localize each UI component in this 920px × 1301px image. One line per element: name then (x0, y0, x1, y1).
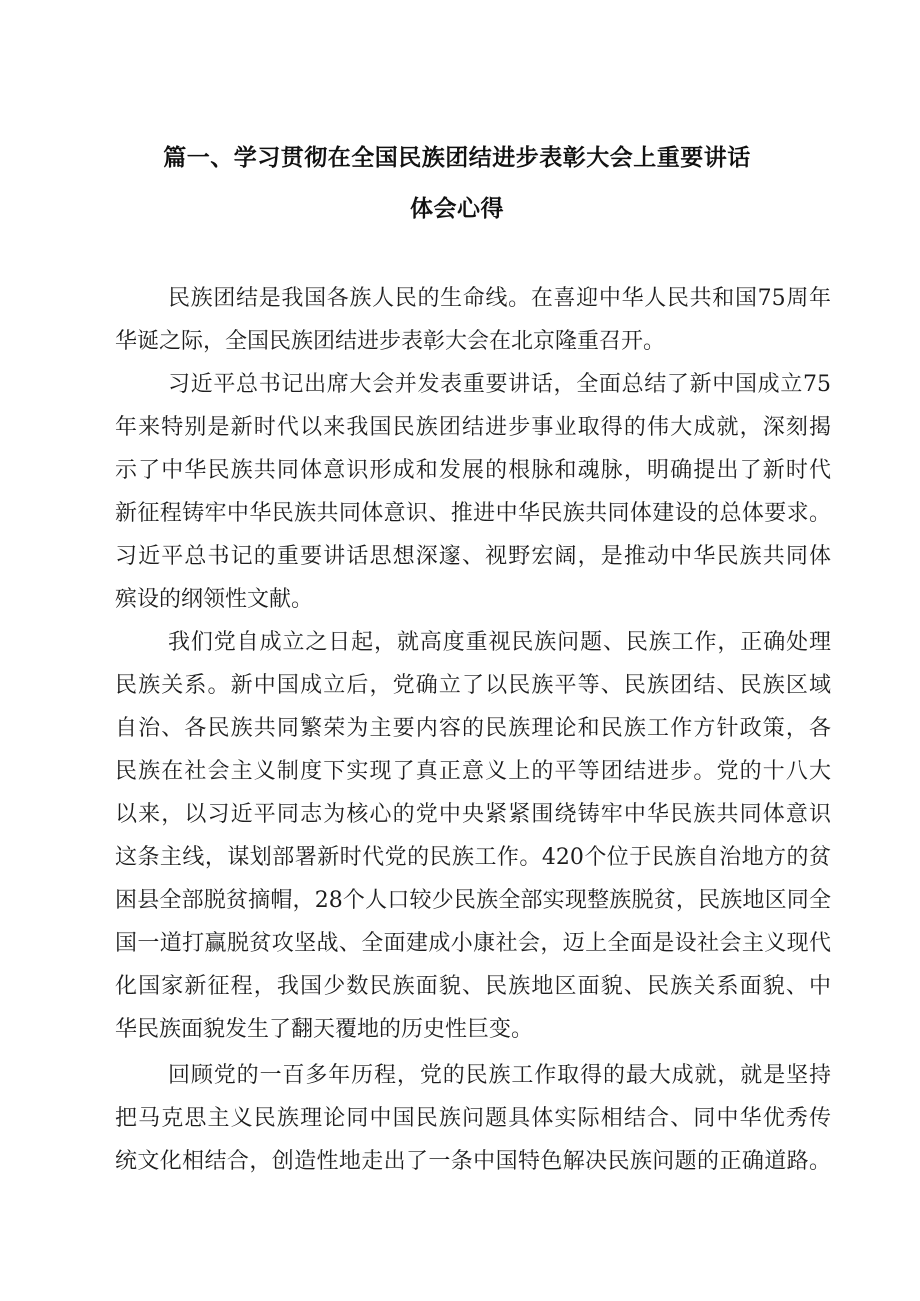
paragraph-line: 华诞之际，全国民族团结进步表彰大会在北京隆重召开。 (115, 329, 666, 354)
document-title-line-1: 篇一、学习贯彻在全国民族团结进步表彰大会上重要讲话 (163, 145, 751, 171)
paragraph-line: 民族关系。新中国成立后，党确立了以民族平等、民族团结、民族区域 (115, 673, 831, 698)
paragraph-line: 民族团结是我国各族人民的生命线。在喜迎中华人民共和国75周年 (168, 286, 831, 311)
paragraph-line: 自治、各民族共同繁荣为主要内容的民族理论和民族工作方针政策，各 (115, 716, 831, 741)
document-title-line-2: 体会心得 (410, 196, 504, 222)
paragraph-line: 统文化相结合，创造性地走出了一条中国特色解决民族问题的正确道路。 (115, 1149, 831, 1174)
paragraph-line: 民族在社会主义制度下实现了真正意义上的平等团结进步。党的十八大 (115, 759, 831, 784)
paragraph-line: 这条主线，谋划部署新时代党的民族工作。420个位于民族自治地方的贫 (115, 845, 831, 870)
paragraph-line: 年来特别是新时代以来我国民族团结进步事业取得的伟大成就，深刻揭 (115, 415, 831, 440)
paragraph-line: 把马克思主义民族理论同中国民族问题具体实际相结合、同中华优秀传 (115, 1106, 831, 1131)
paragraph-line: 习近平总书记的重要讲话思想深邃、视野宏阔，是推动中华民族共同体 (115, 544, 831, 569)
paragraph-line: 我们党自成立之日起，就高度重视民族问题、民族工作，正确处理 (168, 630, 831, 655)
paragraph-line: 困县全部脱贫摘帽，28个人口较少民族全部实现整族脱贫，民族地区同全 (115, 888, 831, 913)
paragraph-line: 化国家新征程，我国少数民族面貌、民族地区面貌、民族关系面貌、中 (115, 974, 831, 999)
paragraph-line: 示了中华民族共同体意识形成和发展的根脉和魂脉，明确提出了新时代 (115, 458, 831, 483)
paragraph-line: 以来，以习近平同志为核心的党中央紧紧围绕铸牢中华民族共同体意识 (115, 802, 831, 827)
paragraph-line: 新征程铸牢中华民族共同体意识、推进中华民族共同体建设的总体要求。 (115, 501, 831, 526)
paragraph-line: 回顾党的一百多年历程，党的民族工作取得的最大成就，就是坚持 (168, 1063, 831, 1088)
paragraph-line: 殡设的纲领性文献。 (115, 587, 314, 612)
paragraph-line: 习近平总书记出席大会并发表重要讲话，全面总结了新中国成立75 (168, 372, 831, 397)
paragraph-line: 国一道打赢脱贫攻坚战、全面建成小康社会，迈上全面是设社会主义现代 (115, 931, 831, 956)
paragraph-line: 华民族面貌发生了翻天覆地的历史性巨变。 (115, 1017, 534, 1042)
